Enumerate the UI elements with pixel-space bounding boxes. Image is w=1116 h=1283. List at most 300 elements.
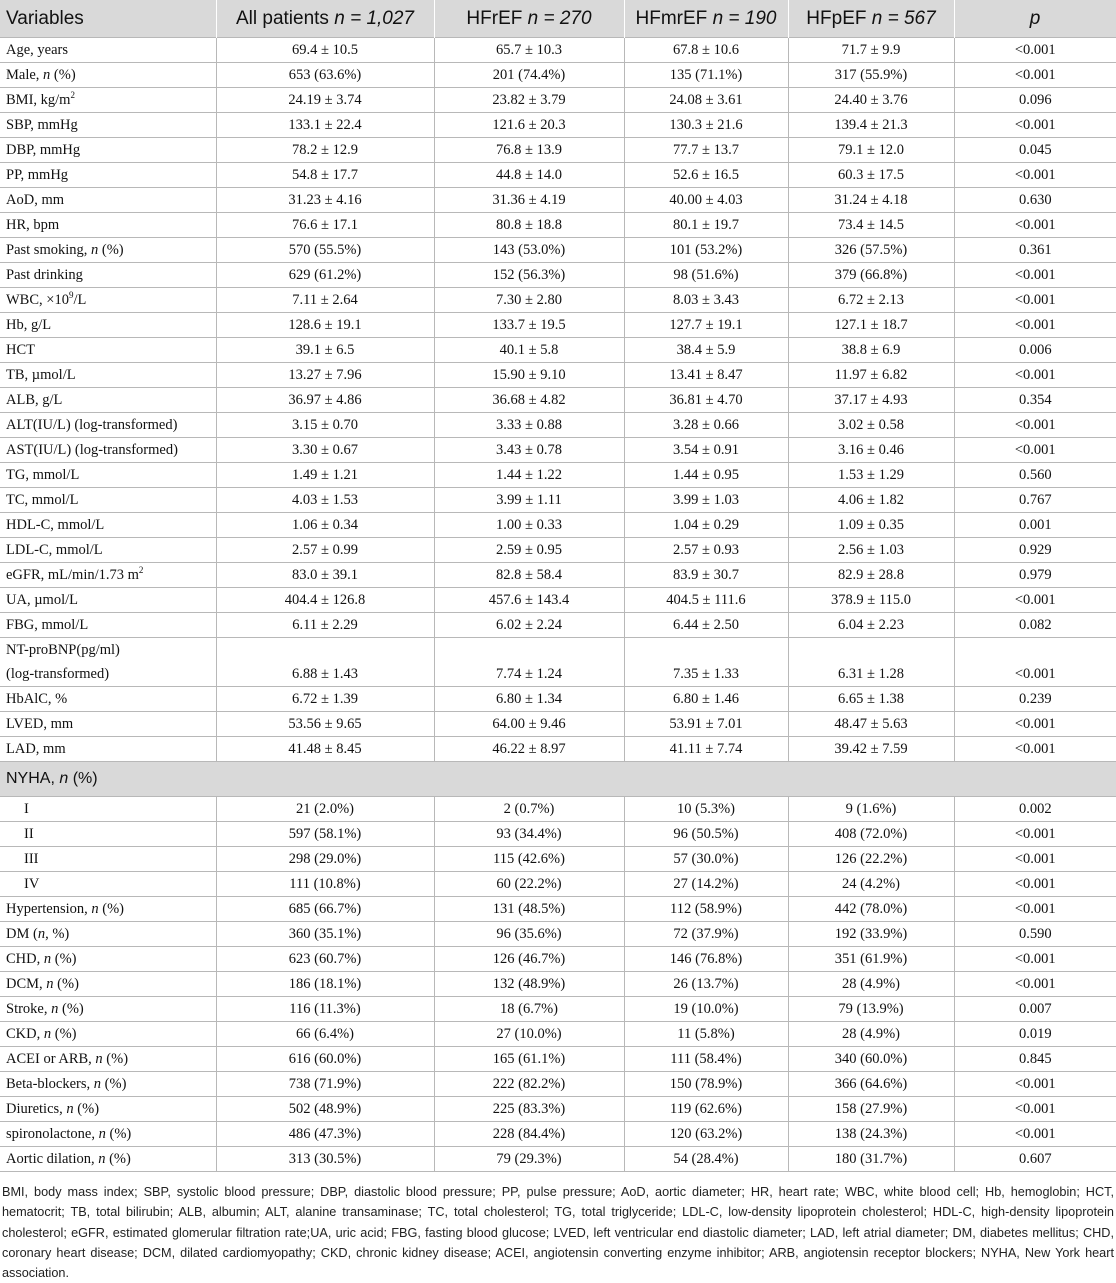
cell-hfref: 201 (74.4%) [434, 63, 624, 88]
table-row [0, 238, 1116, 263]
cell-hfref: 115 (42.6%) [434, 847, 624, 872]
row-label: UA, µmol/L [0, 588, 216, 613]
table-row [0, 638, 1116, 663]
cell-hfpef: 9 (1.6%) [788, 797, 954, 822]
row-label: CKD, n (%) [0, 1022, 216, 1047]
cell-hfpef: 79.1 ± 12.0 [788, 138, 954, 163]
cell-all: 53.56 ± 9.65 [216, 712, 434, 737]
cell-hfref: 40.1 ± 5.8 [434, 338, 624, 363]
cell-p: <0.001 [954, 712, 1116, 737]
cell-all: 597 (58.1%) [216, 822, 434, 847]
cell-hfref: 65.7 ± 10.3 [434, 38, 624, 63]
header-hfref: HFrEF n = 270 [434, 0, 624, 38]
row-label: DM (n, %) [0, 922, 216, 947]
cell-hfmref: 10 (5.3%) [624, 797, 788, 822]
cell-all: 13.27 ± 7.96 [216, 363, 434, 388]
cell-hfref: 7.74 ± 1.24 [434, 662, 624, 687]
cell-hfpef: 37.17 ± 4.93 [788, 388, 954, 413]
cell-hfref: 80.8 ± 18.8 [434, 213, 624, 238]
cell-p: <0.001 [954, 438, 1116, 463]
cell-all: 83.0 ± 39.1 [216, 563, 434, 588]
cell-all: 570 (55.5%) [216, 238, 434, 263]
cell-hfpef: 24 (4.2%) [788, 872, 954, 897]
cell-hfpef: 24.40 ± 3.76 [788, 88, 954, 113]
cell-p: 0.560 [954, 463, 1116, 488]
cell-hfref: 121.6 ± 20.3 [434, 113, 624, 138]
cell-hfmref: 52.6 ± 16.5 [624, 163, 788, 188]
cell-hfmref: 24.08 ± 3.61 [624, 88, 788, 113]
cell-hfref: 18 (6.7%) [434, 997, 624, 1022]
cell-hfmref: 67.8 ± 10.6 [624, 38, 788, 63]
row-label: TG, mmol/L [0, 463, 216, 488]
cell-p: <0.001 [954, 662, 1116, 687]
cell-hfmref: 98 (51.6%) [624, 263, 788, 288]
cell-all: 623 (60.7%) [216, 947, 434, 972]
cell-hfref: 60 (22.2%) [434, 872, 624, 897]
table-row [0, 188, 1116, 213]
cell-hfmref: 53.91 ± 7.01 [624, 712, 788, 737]
cell-hfpef: 127.1 ± 18.7 [788, 313, 954, 338]
row-label: WBC, $\times 10^9/L$ [0, 288, 216, 313]
cell-hfpef: 28 (4.9%) [788, 1022, 954, 1047]
cell-hfpef: 73.4 ± 14.5 [788, 213, 954, 238]
table-row [0, 737, 1116, 762]
cell-hfpef: 366 (64.6%) [788, 1072, 954, 1097]
cell-hfref: 79 (29.3%) [434, 1147, 624, 1172]
row-label: I [0, 797, 216, 822]
cell-hfpef: 351 (61.9%) [788, 947, 954, 972]
table-row [0, 797, 1116, 822]
row-label: ALT(IU/L) (log-transformed) [0, 413, 216, 438]
cell-all: 54.8 ± 17.7 [216, 163, 434, 188]
cell-all [216, 638, 434, 663]
row-label: AoD, mm [0, 188, 216, 213]
header-row [0, 0, 1116, 38]
row-label: HDL-C, mmol/L [0, 513, 216, 538]
row-label: NT-proBNP(pg/ml) [0, 638, 216, 663]
cell-p: 0.979 [954, 563, 1116, 588]
cell-hfref: 132 (48.9%) [434, 972, 624, 997]
table-row [0, 662, 1116, 687]
cell-all: 69.4 ± 10.5 [216, 38, 434, 63]
cell-hfmref: 150 (78.9%) [624, 1072, 788, 1097]
cell-all: 2.57 ± 0.99 [216, 538, 434, 563]
row-label: (log-transformed) [0, 662, 216, 687]
cell-all: 404.4 ± 126.8 [216, 588, 434, 613]
row-label: HR, bpm [0, 213, 216, 238]
cell-all: 738 (71.9%) [216, 1072, 434, 1097]
cell-hfpef: 28 (4.9%) [788, 972, 954, 997]
cell-p: 0.019 [954, 1022, 1116, 1047]
table-row [0, 413, 1116, 438]
cell-hfmref: 8.03 ± 3.43 [624, 288, 788, 313]
cell-p: 0.082 [954, 613, 1116, 638]
table-row [0, 138, 1116, 163]
cell-all: 616 (60.0%) [216, 1047, 434, 1072]
cell-hfmref: 54 (28.4%) [624, 1147, 788, 1172]
cell-p: <0.001 [954, 972, 1116, 997]
cell-p: <0.001 [954, 413, 1116, 438]
cell-hfref: 131 (48.5%) [434, 897, 624, 922]
cell-hfmref: 3.54 ± 0.91 [624, 438, 788, 463]
cell-hfpef: 11.97 ± 6.82 [788, 363, 954, 388]
header-p-value: p [954, 0, 1116, 38]
cell-all: 133.1 ± 22.4 [216, 113, 434, 138]
table-row [0, 872, 1116, 897]
cell-hfpef: 4.06 ± 1.82 [788, 488, 954, 513]
cell-hfmref: 101 (53.2%) [624, 238, 788, 263]
table-row [0, 338, 1116, 363]
row-label: LVED, mm [0, 712, 216, 737]
cell-hfref: 6.02 ± 2.24 [434, 613, 624, 638]
table-row [0, 822, 1116, 847]
cell-hfref: 46.22 ± 8.97 [434, 737, 624, 762]
table-row [0, 88, 1116, 113]
cell-hfmref: 3.28 ± 0.66 [624, 413, 788, 438]
cell-all: 111 (10.8%) [216, 872, 434, 897]
cell-hfmref: 19 (10.0%) [624, 997, 788, 1022]
cell-hfpef: 6.04 ± 2.23 [788, 613, 954, 638]
cell-hfmref: 6.80 ± 1.46 [624, 687, 788, 712]
cell-hfref: 2 (0.7%) [434, 797, 624, 822]
cell-hfref: 225 (83.3%) [434, 1097, 624, 1122]
cell-hfmref: 135 (71.1%) [624, 63, 788, 88]
table-row [0, 613, 1116, 638]
table-row [0, 563, 1116, 588]
cell-all: 21 (2.0%) [216, 797, 434, 822]
cell-hfmref: 36.81 ± 4.70 [624, 388, 788, 413]
cell-hfref: 228 (84.4%) [434, 1122, 624, 1147]
cell-all: 1.06 ± 0.34 [216, 513, 434, 538]
table-row [0, 363, 1116, 388]
header-variables: Variables [0, 0, 216, 38]
cell-all: 313 (30.5%) [216, 1147, 434, 1172]
cell-p: 0.002 [954, 797, 1116, 822]
cell-p: <0.001 [954, 872, 1116, 897]
cell-hfref: 31.36 ± 4.19 [434, 188, 624, 213]
row-label: Past smoking, n (%) [0, 238, 216, 263]
cell-hfmref: 2.57 ± 0.93 [624, 538, 788, 563]
cell-hfref: 1.00 ± 0.33 [434, 513, 624, 538]
cell-hfmref: 11 (5.8%) [624, 1022, 788, 1047]
cell-all: 6.72 ± 1.39 [216, 687, 434, 712]
row-label: ALB, g/L [0, 388, 216, 413]
cell-hfref: 3.33 ± 0.88 [434, 413, 624, 438]
cell-p: <0.001 [954, 288, 1116, 313]
table-footnote: BMI, body mass index; SBP, systolic blood pressure; DBP, diastolic blood pressure; PP, pulse pressure; AoD, aortic diameter; HR, heart rate; WBC, white blood cell; Hb, hemoglobin; HCT, hematocrit; TB, total bilirubin; ALB, albumin; ALT, alanine transaminase; TC, total cholesterol; TG, total triglyceride; LDL-C, low-density lipoprotein cholesterol; HDL-C, high-density lipoprotein cholesterol; eGFR, estimated glomerular filtration rate;UA, uric acid; FBG, fasting blood glucose; LVED, left ventricular end diastolic diameter; LAD, left atrial diameter; DM, diabetes mellitus; CHD, coronary heart disease; DCM, dilated cardiomyopathy; CKD, chronic kidney disease; ACEI, angiotensin converting enzyme inhibitor; ARB, angiotensin receptor blockers; NYHA, New York heart association. [2, 1185, 1114, 1281]
row-label: BMI, $kg/m^2$ [0, 88, 216, 113]
cell-all: 78.2 ± 12.9 [216, 138, 434, 163]
cell-hfmref: 41.11 ± 7.74 [624, 737, 788, 762]
cell-p: 0.354 [954, 388, 1116, 413]
cell-hfmref: 40.00 ± 4.03 [624, 188, 788, 213]
table-row [0, 972, 1116, 997]
cell-hfpef: 6.31 ± 1.28 [788, 662, 954, 687]
cell-hfmref: 26 (13.7%) [624, 972, 788, 997]
cell-hfmref: 127.7 ± 19.1 [624, 313, 788, 338]
cell-all: 6.11 ± 2.29 [216, 613, 434, 638]
table-row [0, 1047, 1116, 1072]
cell-p: <0.001 [954, 897, 1116, 922]
cell-hfmref: 13.41 ± 8.47 [624, 363, 788, 388]
cell-p [954, 638, 1116, 663]
cell-hfmref: 404.5 ± 111.6 [624, 588, 788, 613]
cell-hfmref: 111 (58.4%) [624, 1047, 788, 1072]
table-row [0, 687, 1116, 712]
cell-all: 298 (29.0%) [216, 847, 434, 872]
row-label: Male, n (%) [0, 63, 216, 88]
row-label: III [0, 847, 216, 872]
table-row [0, 712, 1116, 737]
cell-all: 6.88 ± 1.43 [216, 662, 434, 687]
cell-hfref: 3.43 ± 0.78 [434, 438, 624, 463]
cell-hfpef: 317 (55.9%) [788, 63, 954, 88]
row-label: SBP, mmHg [0, 113, 216, 138]
cell-p: 0.607 [954, 1147, 1116, 1172]
cell-hfref: 2.59 ± 0.95 [434, 538, 624, 563]
table-row [0, 1147, 1116, 1172]
cell-p: 0.590 [954, 922, 1116, 947]
cell-hfpef: 138 (24.3%) [788, 1122, 954, 1147]
cell-p: <0.001 [954, 1097, 1116, 1122]
cell-all: 3.15 ± 0.70 [216, 413, 434, 438]
cell-all: 502 (48.9%) [216, 1097, 434, 1122]
cell-hfpef: 6.72 ± 2.13 [788, 288, 954, 313]
cell-hfref: 133.7 ± 19.5 [434, 313, 624, 338]
table-row [0, 997, 1116, 1022]
cell-hfref: 96 (35.6%) [434, 922, 624, 947]
table-row [0, 63, 1116, 88]
cell-hfref: 15.90 ± 9.10 [434, 363, 624, 388]
row-label: AST(IU/L) (log-transformed) [0, 438, 216, 463]
cell-hfmref: 57 (30.0%) [624, 847, 788, 872]
cell-hfpef: 326 (57.5%) [788, 238, 954, 263]
table-row [0, 388, 1116, 413]
header-hfmref: HFmrEF n = 190 [624, 0, 788, 38]
cell-p: 0.767 [954, 488, 1116, 513]
cell-hfref: 36.68 ± 4.82 [434, 388, 624, 413]
cell-p: <0.001 [954, 822, 1116, 847]
cell-hfmref: 7.35 ± 1.33 [624, 662, 788, 687]
cell-hfmref: 3.99 ± 1.03 [624, 488, 788, 513]
cell-hfmref: 77.7 ± 13.7 [624, 138, 788, 163]
cell-hfpef: 408 (72.0%) [788, 822, 954, 847]
row-label: IV [0, 872, 216, 897]
cell-hfmref: 83.9 ± 30.7 [624, 563, 788, 588]
cell-hfpef: 126 (22.2%) [788, 847, 954, 872]
cell-p: <0.001 [954, 38, 1116, 63]
header-hfpef-n: n = 567 [871, 7, 936, 29]
cell-hfref: 93 (34.4%) [434, 822, 624, 847]
cell-hfmref: 72 (37.9%) [624, 922, 788, 947]
cell-p: <0.001 [954, 213, 1116, 238]
row-label: Past drinking [0, 263, 216, 288]
header-hfref-n: n = 270 [527, 7, 592, 29]
cell-all: 116 (11.3%) [216, 997, 434, 1022]
cell-hfref: 126 (46.7%) [434, 947, 624, 972]
cell-p: <0.001 [954, 947, 1116, 972]
cell-hfpef: 39.42 ± 7.59 [788, 737, 954, 762]
row-label: TB, µmol/L [0, 363, 216, 388]
cell-hfpef [788, 638, 954, 663]
cell-all: 1.49 ± 1.21 [216, 463, 434, 488]
row-label: Beta-blockers, n (%) [0, 1072, 216, 1097]
cell-hfpef: 2.56 ± 1.03 [788, 538, 954, 563]
table-row [0, 1072, 1116, 1097]
cell-hfpef: 180 (31.7%) [788, 1147, 954, 1172]
table-row [0, 263, 1116, 288]
cell-all: 76.6 ± 17.1 [216, 213, 434, 238]
row-label: Diuretics, n (%) [0, 1097, 216, 1122]
cell-hfmref: 130.3 ± 21.6 [624, 113, 788, 138]
cell-hfpef: 192 (33.9%) [788, 922, 954, 947]
cell-hfpef: 158 (27.9%) [788, 1097, 954, 1122]
cell-hfpef: 139.4 ± 21.3 [788, 113, 954, 138]
table-row [0, 513, 1116, 538]
row-label: HbAlC, % [0, 687, 216, 712]
cell-p: <0.001 [954, 847, 1116, 872]
row-label: ACEI or ARB, n (%) [0, 1047, 216, 1072]
table-row [0, 1097, 1116, 1122]
cell-hfmref: 120 (63.2%) [624, 1122, 788, 1147]
row-label: eGFR, mL/min/1.73 $m^2$ [0, 563, 216, 588]
cell-hfmref: 146 (76.8%) [624, 947, 788, 972]
cell-all: 653 (63.6%) [216, 63, 434, 88]
table-row [0, 922, 1116, 947]
cell-all: 3.30 ± 0.67 [216, 438, 434, 463]
cell-hfref: 1.44 ± 1.22 [434, 463, 624, 488]
table-row [0, 847, 1116, 872]
row-label: spironolactone, n (%) [0, 1122, 216, 1147]
cell-p: <0.001 [954, 1122, 1116, 1147]
table-row [0, 463, 1116, 488]
cell-p: 0.007 [954, 997, 1116, 1022]
row-label: HCT [0, 338, 216, 363]
cell-all: 629 (61.2%) [216, 263, 434, 288]
cell-p: 0.045 [954, 138, 1116, 163]
cell-p: <0.001 [954, 588, 1116, 613]
row-label: II [0, 822, 216, 847]
table-row [0, 538, 1116, 563]
table-row [0, 588, 1116, 613]
cell-hfpef: 1.09 ± 0.35 [788, 513, 954, 538]
nyha-section-row [0, 762, 1116, 797]
cell-hfref: 23.82 ± 3.79 [434, 88, 624, 113]
cell-all: 186 (18.1%) [216, 972, 434, 997]
table-row [0, 488, 1116, 513]
cell-hfmref: 119 (62.6%) [624, 1097, 788, 1122]
table-row [0, 38, 1116, 63]
cell-hfpef: 3.16 ± 0.46 [788, 438, 954, 463]
cell-p: <0.001 [954, 63, 1116, 88]
cell-all: 39.1 ± 6.5 [216, 338, 434, 363]
cell-all: 24.19 ± 3.74 [216, 88, 434, 113]
cell-hfpef: 60.3 ± 17.5 [788, 163, 954, 188]
cell-hfpef: 3.02 ± 0.58 [788, 413, 954, 438]
row-label: Age, years [0, 38, 216, 63]
cell-hfref: 76.8 ± 13.9 [434, 138, 624, 163]
cell-hfmref: 1.44 ± 0.95 [624, 463, 788, 488]
cell-p: <0.001 [954, 313, 1116, 338]
table-row [0, 163, 1116, 188]
cell-hfpef: 442 (78.0%) [788, 897, 954, 922]
cell-hfmref: 80.1 ± 19.7 [624, 213, 788, 238]
cell-p: 0.001 [954, 513, 1116, 538]
cell-all: 128.6 ± 19.1 [216, 313, 434, 338]
row-label: LAD, mm [0, 737, 216, 762]
cell-all: 31.23 ± 4.16 [216, 188, 434, 213]
table-row [0, 213, 1116, 238]
cell-p: 0.096 [954, 88, 1116, 113]
table-row [0, 288, 1116, 313]
row-label: Stroke, n (%) [0, 997, 216, 1022]
table-row [0, 1022, 1116, 1047]
row-label: TC, mmol/L [0, 488, 216, 513]
row-label: Hb, g/L [0, 313, 216, 338]
row-label: LDL-C, mmol/L [0, 538, 216, 563]
cell-hfmref: 1.04 ± 0.29 [624, 513, 788, 538]
table-row [0, 1122, 1116, 1147]
header-hfpef: HFpEF n = 567 [788, 0, 954, 38]
row-label: FBG, mmol/L [0, 613, 216, 638]
cell-hfpef: 378.9 ± 115.0 [788, 588, 954, 613]
cell-hfmref: 38.4 ± 5.9 [624, 338, 788, 363]
cell-p: 0.006 [954, 338, 1116, 363]
table-row [0, 897, 1116, 922]
cell-p: 0.630 [954, 188, 1116, 213]
cell-hfref: 6.80 ± 1.34 [434, 687, 624, 712]
cell-hfmref [624, 638, 788, 663]
cell-hfref: 222 (82.2%) [434, 1072, 624, 1097]
cell-hfmref: 6.44 ± 2.50 [624, 613, 788, 638]
row-label: DBP, mmHg [0, 138, 216, 163]
cell-hfref: 27 (10.0%) [434, 1022, 624, 1047]
cell-hfmref: 112 (58.9%) [624, 897, 788, 922]
cell-p: <0.001 [954, 263, 1116, 288]
cell-p: 0.845 [954, 1047, 1116, 1072]
cell-hfref: 64.00 ± 9.46 [434, 712, 624, 737]
cell-hfpef: 1.53 ± 1.29 [788, 463, 954, 488]
cell-hfpef: 71.7 ± 9.9 [788, 38, 954, 63]
cell-all: 360 (35.1%) [216, 922, 434, 947]
cell-hfref: 457.6 ± 143.4 [434, 588, 624, 613]
row-label: Aortic dilation, n (%) [0, 1147, 216, 1172]
cell-hfpef: 340 (60.0%) [788, 1047, 954, 1072]
table-row [0, 313, 1116, 338]
cell-all: 36.97 ± 4.86 [216, 388, 434, 413]
cell-all: 41.48 ± 8.45 [216, 737, 434, 762]
cell-hfmref: 96 (50.5%) [624, 822, 788, 847]
table-row [0, 947, 1116, 972]
cell-hfpef: 79 (13.9%) [788, 997, 954, 1022]
cell-all: 685 (66.7%) [216, 897, 434, 922]
cell-hfpef: 38.8 ± 6.9 [788, 338, 954, 363]
row-label: CHD, n (%) [0, 947, 216, 972]
cell-hfref [434, 638, 624, 663]
cell-hfpef: 31.24 ± 4.18 [788, 188, 954, 213]
row-label: DCM, n (%) [0, 972, 216, 997]
cell-p: <0.001 [954, 163, 1116, 188]
cell-hfpef: 379 (66.8%) [788, 263, 954, 288]
table-row [0, 113, 1116, 138]
cell-hfref: 165 (61.1%) [434, 1047, 624, 1072]
cell-hfref: 143 (53.0%) [434, 238, 624, 263]
cell-hfref: 44.8 ± 14.0 [434, 163, 624, 188]
cell-hfref: 152 (56.3%) [434, 263, 624, 288]
cell-all: 7.11 ± 2.64 [216, 288, 434, 313]
cell-p: 0.361 [954, 238, 1116, 263]
table-header [0, 0, 1116, 38]
